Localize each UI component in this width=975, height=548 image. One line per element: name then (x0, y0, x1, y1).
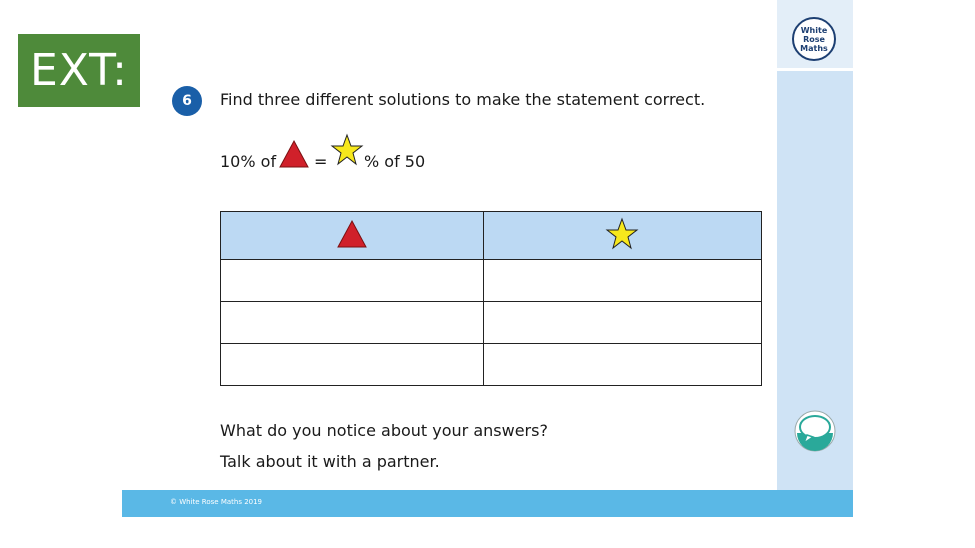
header-star-cell (483, 212, 761, 260)
triangle-icon (336, 219, 368, 249)
header-triangle-cell (221, 212, 484, 260)
statement-part1: 10% of (220, 152, 277, 171)
answer-cell-star[interactable] (483, 344, 761, 386)
statement-equals: = (314, 152, 328, 171)
speech-bubble-icon (793, 409, 837, 453)
table-row (221, 302, 762, 344)
logo-line-1: White (800, 25, 828, 35)
star-icon (605, 217, 639, 251)
copyright-text: © White Rose Maths 2019 (170, 498, 263, 506)
answer-cell-triangle[interactable] (221, 344, 484, 386)
star-icon (330, 133, 364, 167)
notice-prompt: What do you notice about your answers? (220, 421, 548, 440)
footer-bar (122, 490, 853, 517)
answer-cell-triangle[interactable] (221, 260, 484, 302)
answer-cell-star[interactable] (483, 260, 761, 302)
question-number-label: 6 (182, 93, 192, 109)
logo-line-3: Maths (800, 43, 828, 53)
question-prompt: Find three different solutions to make the statement correct. (220, 90, 706, 109)
logo-line-2: Rose (803, 34, 825, 44)
table-row (221, 344, 762, 386)
answer-table (220, 211, 762, 386)
white-rose-maths-logo (792, 17, 836, 61)
question-number (172, 86, 202, 116)
ext-label: EXT: (29, 45, 129, 96)
triangle-icon (278, 139, 310, 169)
statement-part2: % of 50 (364, 152, 426, 171)
answer-cell-star[interactable] (483, 302, 761, 344)
talk-prompt: Talk about it with a partner. (220, 452, 440, 471)
logo-divider (777, 68, 853, 71)
table-row (221, 260, 762, 302)
ext-badge (18, 34, 140, 107)
answer-cell-triangle[interactable] (221, 302, 484, 344)
statement (220, 130, 460, 174)
table-header-row (221, 212, 762, 260)
